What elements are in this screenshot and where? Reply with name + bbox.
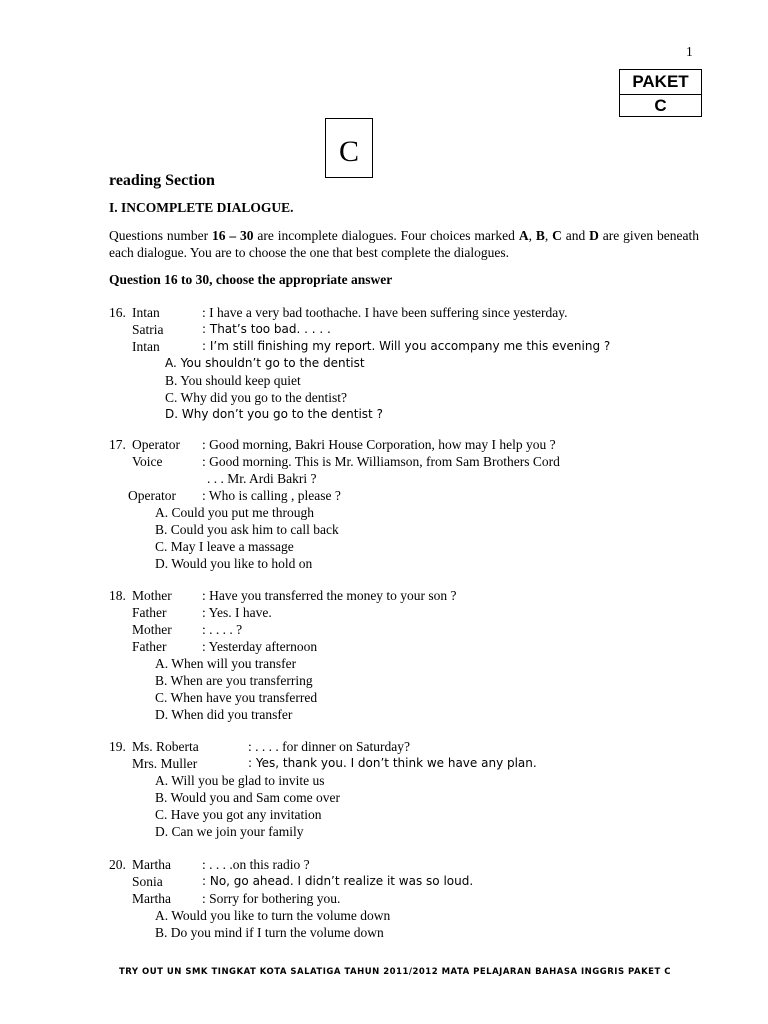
dialogue-line: : I have a very bad toothache. I have been suffering since yesterday. (202, 305, 568, 320)
paket-label: PAKET (620, 70, 701, 95)
speaker: Martha (132, 857, 171, 872)
answer-choice-b[interactable]: B. When are you transferring (155, 673, 313, 688)
dialogue-line: : Good morning. This is Mr. Williamson, from Sam Brothers Cord (202, 454, 560, 469)
answer-choice-b[interactable]: B. You should keep quiet (165, 373, 301, 388)
answer-choice-d[interactable]: D. Why don’t you go to the dentist ? (165, 407, 383, 421)
answer-choice-c[interactable]: C. Why did you go to the dentist? (165, 390, 347, 405)
dialogue-line: : . . . .on this radio ? (202, 857, 310, 872)
speaker: Sonia (132, 874, 163, 889)
paket-code: C (654, 96, 667, 115)
dialogue-line: : Yesterday afternoon (202, 639, 318, 654)
answer-choice-a[interactable]: A. Could you put me through (155, 505, 314, 520)
dialogue-line: : That’s too bad. . . . . (202, 322, 331, 336)
speaker: Satria (132, 322, 164, 337)
dialogue-line: : Yes, thank you. I don’t think we have any plan. (248, 756, 537, 770)
speaker: Intan (132, 305, 160, 320)
instructions-paragraph: Questions number 16 – 30 are incomplete dialogues. Four choices marked A, B, C and D are given beneath each dialogue. You are to choose the one that best complete the dialogues. (109, 228, 700, 260)
dialogue-line: : Have you transferred the money to your son ? (202, 588, 457, 603)
section-heading: I. INCOMPLETE DIALOGUE. (109, 200, 294, 215)
dialogue-line: : . . . . for dinner on Saturday? (248, 739, 410, 754)
answer-choice-c[interactable]: C. May I leave a massage (155, 539, 294, 554)
speaker: Mrs. Muller (132, 756, 198, 771)
speaker: Operator (128, 488, 176, 503)
paket-box (619, 69, 702, 117)
speaker: Intan (132, 339, 160, 354)
answer-choice-a[interactable]: A. Would you like to turn the volume down (155, 908, 391, 923)
dialogue-line: : . . . . ? (202, 622, 243, 637)
dialogue-line: : Good morning, Bakri House Corporation, how may I help you ? (202, 437, 556, 452)
answer-choice-b[interactable]: B. Would you and Sam come over (155, 790, 341, 805)
dialogue-line: : No, go ahead. I didn’t realize it was so loud. (202, 874, 474, 888)
section-title: reading Section (109, 172, 215, 189)
speaker: Mother (132, 588, 172, 603)
answer-choice-a[interactable]: A. Will you be glad to invite us (155, 773, 325, 788)
page-number: 1 (686, 44, 693, 59)
answer-choice-a[interactable]: A. You shouldn’t go to the dentist (165, 356, 365, 370)
dialogue-line: : Yes. I have. (202, 605, 272, 620)
letter-box: C (325, 118, 373, 178)
dialogue-line: : I’m still finishing my report. Will you accompany me this evening ? (202, 339, 611, 353)
speaker: Martha (132, 891, 171, 906)
speaker: Ms. Roberta (132, 739, 199, 754)
speaker: Father (132, 639, 167, 654)
answer-choice-c[interactable]: C. When have you transferred (155, 690, 318, 705)
question-number: 18. (109, 588, 126, 603)
answer-choice-b[interactable]: B. Could you ask him to call back (155, 522, 339, 537)
question-number: 16. (109, 305, 126, 320)
question-number: 17. (109, 437, 126, 452)
dialogue-line: . . . Mr. Ardi Bakri ? (207, 471, 317, 486)
answer-choice-a[interactable]: A. When will you transfer (155, 656, 297, 671)
answer-choice-d[interactable]: D. When did you transfer (155, 707, 293, 722)
answer-choice-d[interactable]: D. Can we join your family (155, 824, 304, 839)
question-heading: Question 16 to 30, choose the appropriate answer (109, 272, 393, 287)
speaker: Operator (132, 437, 180, 452)
dialogue-line: : Sorry for bothering you. (202, 891, 341, 906)
speaker: Father (132, 605, 167, 620)
answer-choice-b[interactable]: B. Do you mind if I turn the volume down (155, 925, 384, 940)
dialogue-line: : Who is calling , please ? (202, 488, 341, 503)
answer-choice-d[interactable]: D. Would you like to hold on (155, 556, 313, 571)
question-number: 20. (109, 857, 126, 872)
answer-choice-c[interactable]: C. Have you got any invitation (155, 807, 322, 822)
page-footer: TRY OUT UN SMK TINGKAT KOTA SALATIGA TAHUN 2011/2012 MATA PELAJARAN BAHASA INGGRIS PAKET C (119, 967, 671, 977)
speaker: Mother (132, 622, 172, 637)
speaker: Voice (132, 454, 163, 469)
question-number: 19. (109, 739, 126, 754)
